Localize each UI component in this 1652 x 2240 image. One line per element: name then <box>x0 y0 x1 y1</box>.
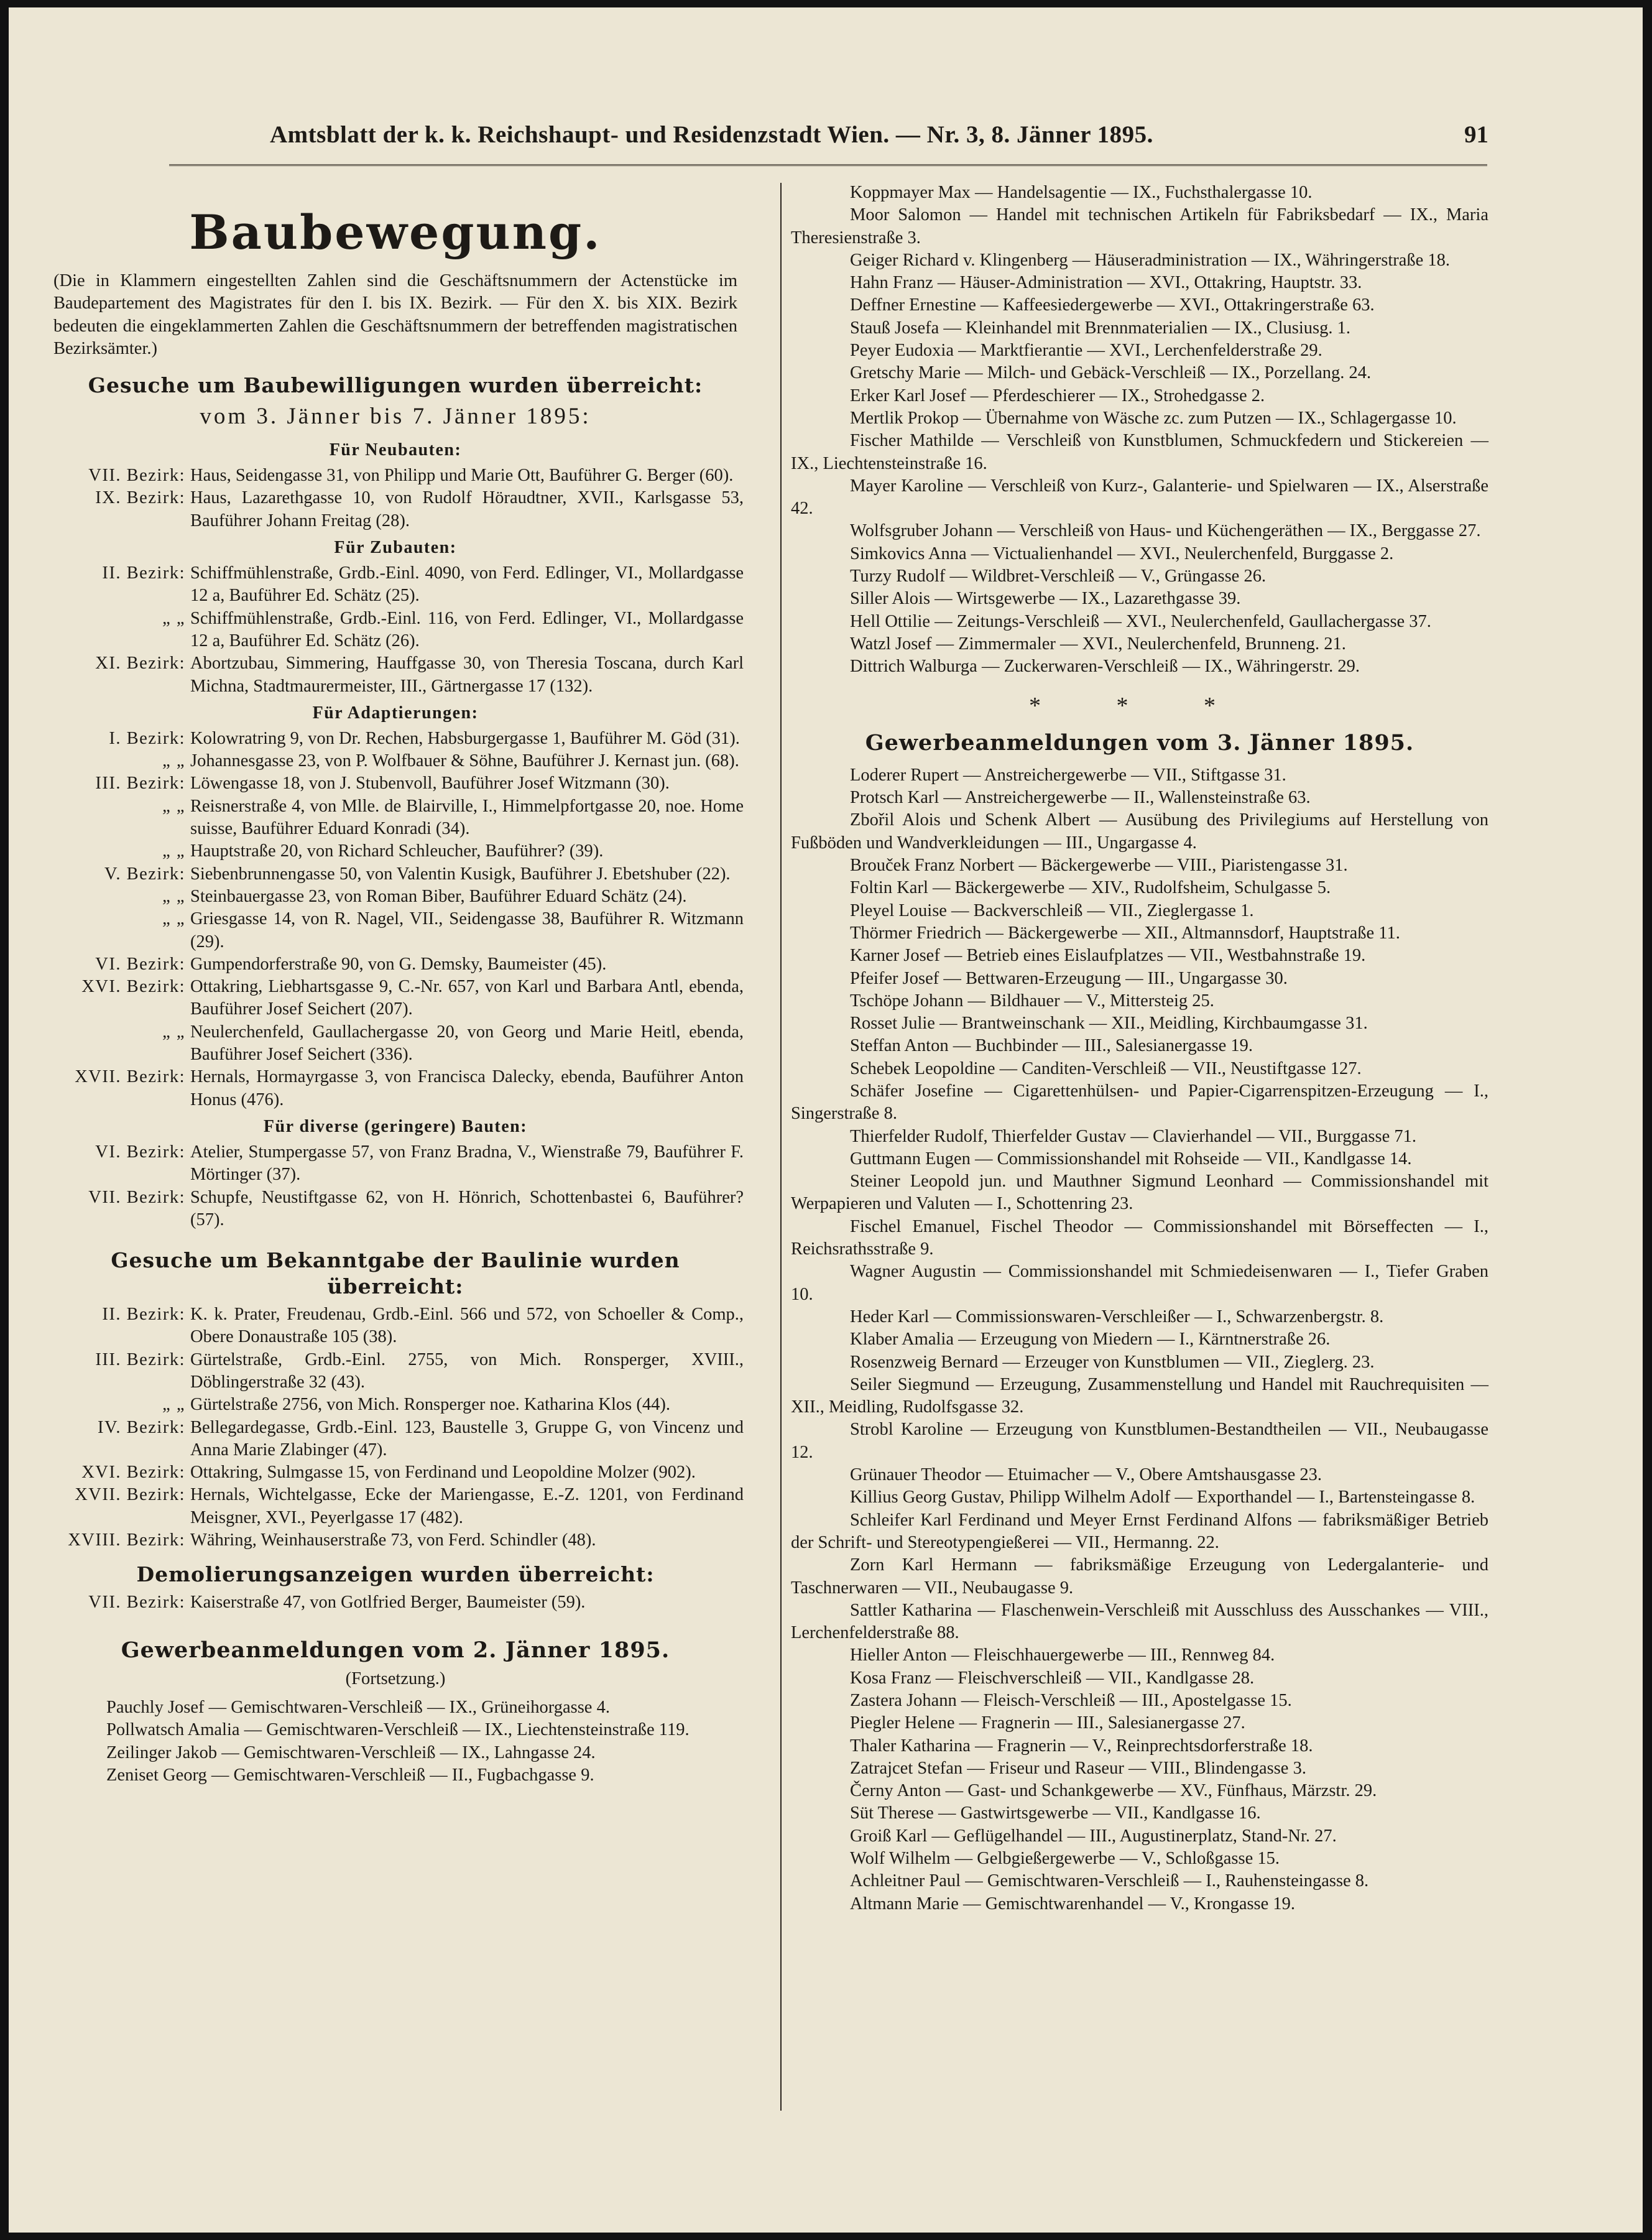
entry-text: Griesgasse 14, von R. Nagel, VII., Seidengasse 38, Bauführer R. Witzmann (29). <box>190 909 744 951</box>
gewerbe-entry: Peyer Eudoxia — Marktfierantie — XVI., Lerchenfelderstraße 29. <box>850 341 1322 361</box>
page-number: 91 <box>1464 121 1488 148</box>
gewerbe-entry: Zeilinger Jakob — Gemischtwaren-Verschleiß — IX., Lahngasse 24. <box>106 1742 596 1762</box>
gewerbe-entry: Groiß Karl — Geflügelhandel — III., Augustinerplatz, Stand-Nr. 27. <box>850 1826 1337 1846</box>
gewerbe-list-continued <box>791 182 1488 678</box>
entry-text: Hauptstraße 20, von Richard Schleucher, Bauführer? (39). <box>190 841 604 861</box>
fortsetzung-note: (Fortsetzung.) <box>345 1668 446 1688</box>
gewerbe-entry: Pleyel Louise — Backverschleiß — VII., Zieglergasse 1. <box>850 900 1254 920</box>
gewerbe-entry: Zastera Johann — Fleisch-Verschleiß — III., Apostelgasse 15. <box>850 1691 1292 1710</box>
district-entry <box>47 1484 744 1529</box>
entry-text: Gürtelstraße 2756, von Mich. Ronsperger noe. Katharina Klos (44). <box>190 1395 670 1415</box>
district-label: „ „ <box>162 841 185 861</box>
heading-gesuche-baubewilligungen: Gesuche um Baubewilligungen wurden überreicht: <box>88 373 703 398</box>
gewerbe-entry: Kosa Franz — Fleischverschleiß — VII., Kandlgasse 28. <box>850 1668 1255 1688</box>
district-label: VI. Bezirk: <box>95 954 185 974</box>
district-label: „ „ <box>162 1395 185 1415</box>
heading-gewerbe-3-jaenner: Gewerbeanmeldungen vom 3. Jänner 1895. <box>865 729 1414 756</box>
district-label: „ „ <box>162 909 185 929</box>
entry-text: Kolowratring 9, von Dr. Rechen, Habsburgergasse 1, Bauführer M. Göd (31). <box>190 728 740 748</box>
entry-text: Steinbauergasse 23, von Roman Biber, Bauführer Eduard Schätz (24). <box>190 886 687 906</box>
gewerbe-entry: Klaber Amalia — Erzeugung von Miedern — I., Kärntnerstraße 26. <box>850 1330 1331 1349</box>
gewerbe-entry: Simkovics Anna — Victualienhandel — XVI., Neulerchenfeld, Burggasse 2. <box>850 544 1394 563</box>
gewerbe-entry: Geiger Richard v. Klingenberg — Häuseradministration — IX., Währingerstraße 18. <box>850 250 1451 270</box>
gewerbe-entry: Thaler Katharina — Fragnerin — V., Reinprechtsdorferstraße 18. <box>850 1736 1313 1756</box>
entry-text: Atelier, Stumpergasse 57, von Franz Bradna, V., Wienstraße 79, Bauführer F. Mörtinger (37). <box>190 1142 744 1185</box>
entry-text: Hernals, Hormayrgasse 3, von Francisca Dalecky, ebenda, Bauführer Anton Honus (476). <box>190 1067 744 1109</box>
gewerbe-entry: Stauß Josefa — Kleinhandel mit Brennmaterialien — IX., Clusiusg. 1. <box>850 318 1350 338</box>
entry-text: Währing, Weinhauserstraße 73, von Ferd. Schindler (48). <box>190 1530 596 1550</box>
district-entry <box>47 728 744 750</box>
gewerbe-entry: Wagner Augustin — Commissionshandel mit Schmiedeisenwaren — I., Tiefer Graben 10. <box>791 1262 1488 1304</box>
gewerbe-entry: Schleifer Karl Ferdinand und Meyer Ernst Ferdinand Alfons — fabriksmäßiger Betrieb der Schrift- und Stereotypengießerei — VII., Hermanng. 22. <box>791 1510 1488 1552</box>
district-entry <box>47 863 744 886</box>
gewerbe-list-2-jaenner <box>47 1696 744 1787</box>
district-entry <box>47 1141 744 1187</box>
district-entry <box>47 1529 744 1552</box>
intro-paragraph: (Die in Klammern eingestellten Zahlen sind die Geschäftsnummern der Actenstücke im Baudepartement des Magistrates für den I. bis IX. Bezirk. — Für den X. bis XIX. Bezirk bedeuten die eingeklammerten Zahlen die Geschäftsnummern der betreffenden magistratischen Bezirksämter.) <box>53 271 737 358</box>
district-label: XI. Bezirk: <box>95 654 185 673</box>
gewerbe-entry: Turzy Rudolf — Wildbret-Verschleiß — V., Grüngasse 26. <box>850 567 1267 586</box>
district-label: „ „ <box>162 796 185 816</box>
district-entry <box>47 1461 744 1484</box>
gewerbe-entry: Watzl Josef — Zimmermaler — XVI., Neulerchenfeld, Brunneng. 21. <box>850 634 1346 654</box>
section-separator-stars: * * * <box>1029 692 1250 719</box>
gewerbe-entry: Steiner Leopold jun. und Mauthner Sigmund Leonhard — Commissionshandel mit Werpapieren und Valuten — I., Schottenring 23. <box>791 1172 1488 1214</box>
district-label: VII. Bezirk: <box>88 1593 185 1613</box>
district-label: IV. Bezirk: <box>97 1417 185 1437</box>
district-entry <box>47 840 744 863</box>
district-label: XVII. Bezirk: <box>75 1067 185 1087</box>
gewerbe-entry: Schäfer Josefine — Cigarettenhülsen- und Papier-Cigarrenspitzen-Erzeugung — I., Singerstraße 8. <box>791 1081 1488 1124</box>
gewerbe-entry: Fischel Emanuel, Fischel Theodor — Commissionshandel mit Börseffecten — I., Reichsrathsstraße 9. <box>791 1216 1488 1259</box>
gewerbe-entry: Karner Josef — Betrieb eines Eislaufplatzes — VII., Westbahnstraße 19. <box>850 946 1366 966</box>
gewerbe-entry: Hahn Franz — Häuser-Administration — XVI., Ottakring, Hauptstr. 33. <box>850 273 1362 293</box>
entry-text: Abortzubau, Simmering, Hauffgasse 30, von Theresia Toscana, durch Karl Michna, Stadtmaurermeister, III., Gärtnergasse 17 (132). <box>190 654 744 696</box>
gewerbe-entry: Schebek Leopoldine — Canditen-Verschleiß — VII., Neustiftgasse 127. <box>850 1058 1362 1078</box>
gewerbe-entry: Černy Anton — Gast- und Schankgewerbe — XV., Fünfhaus, Märzstr. 29. <box>850 1781 1377 1801</box>
district-label: XVII. Bezirk: <box>75 1485 185 1505</box>
gewerbe-entry: Achleitner Paul — Gemischtwaren-Verschleiß — I., Rauhensteingasse 8. <box>850 1871 1369 1891</box>
district-entry <box>47 1066 744 1111</box>
gewerbe-entry: Moor Salomon — Handel mit technischen Artikeln für Fabriksbedarf — IX., Maria Theresienstraße 3. <box>791 205 1488 248</box>
gewerbe-entry: Mayer Karoline — Verschleiß von Kurz-, Galanterie- und Spielwaren — IX., Alserstraße 42. <box>791 476 1488 519</box>
district-entry <box>47 772 744 795</box>
gewerbe-entry: Zeniset Georg — Gemischtwaren-Verschleiß — II., Fugbachgasse 9. <box>106 1765 594 1785</box>
gewerbe-entry: Killius Georg Gustav, Philipp Wilhelm Adolf — Exporthandel — I., Bartensteingasse 8. <box>850 1488 1475 1507</box>
gewerbe-entry: Erker Karl Josef — Pferdeschierer — IX., Strohedgasse 2. <box>850 386 1265 405</box>
gewerbe-entry: Deffner Ernestine — Kaffeesiedergewerbe — XVI., Ottakringerstraße 63. <box>850 295 1375 315</box>
gewerbe-entry: Mertlik Prokop — Übernahme von Wäsche zc. zum Putzen — IX., Schlagergasse 10. <box>850 408 1457 428</box>
district-entry <box>47 750 744 772</box>
gewerbe-entry: Tschöpe Johann — Bildhauer — V., Mittersteig 25. <box>850 991 1214 1011</box>
gewerbe-entry: Thörmer Friedrich — Bäckergewerbe — XII., Altmannsdorf, Hauptstraße 11. <box>850 923 1400 943</box>
entry-text: Hernals, Wichtelgasse, Ecke der Mariengasse, E.-Z. 1201, von Ferdinand Meisgner, XVI., Peyerlgasse 17 (482). <box>190 1485 744 1527</box>
entry-text: Reisnerstraße 4, von Mlle. de Blairville, I., Himmelpfortgasse 20, noe. Home suisse, Bauführer Eduard Konradi (34). <box>190 796 744 839</box>
demolierung-list <box>47 1591 744 1614</box>
gewerbe-entry: Steffan Anton — Buchbinder — III., Salesianergasse 19. <box>850 1036 1253 1056</box>
district-label: I. Bezirk: <box>109 728 185 748</box>
entry-text: Gürtelstraße, Grdb.-Einl. 2755, von Mich. Ronsperger, XVIII., Döblingerstraße 32 (43). <box>190 1349 744 1392</box>
gewerbe-entry: Loderer Rupert — Anstreichergewerbe — VII., Stiftgasse 31. <box>850 765 1286 785</box>
district-entry <box>47 886 744 908</box>
gewerbe-entry: Gretschy Marie — Milch- und Gebäck-Verschleiß — IX., Porzellang. 24. <box>850 363 1372 383</box>
district-entry <box>47 652 744 698</box>
gewerbe-entry: Siller Alois — Wirtsgewerbe — IX., Lazarethgasse 39. <box>850 589 1241 609</box>
gewerbe-entry: Strobl Karoline — Erzeugung von Kunstblumen-Bestandtheilen — VII., Neubaugasse 12. <box>791 1420 1488 1462</box>
gewerbe-entry: Dittrich Walburga — Zuckerwaren-Verschleiß — IX., Währingerstr. 29. <box>850 657 1360 677</box>
page-header-title: Amtsblatt der k. k. Reichshaupt- und Residenzstadt Wien. — Nr. 3, 8. Jänner 1895. <box>270 121 1153 148</box>
district-entry <box>47 1417 744 1462</box>
entry-text: Schiffmühlenstraße, Grdb.-Einl. 116, von Ferd. Edlinger, VI., Mollardgasse 12 a, Bauführer Ed. Schätz (26). <box>190 608 744 650</box>
entry-text: Johannesgasse 23, von P. Wolfbauer & Söhne, Bauführer J. Kernast jun. (68). <box>190 751 739 771</box>
gewerbe-entry: Piegler Helene — Fragnerin — III., Salesianergasse 27. <box>850 1713 1245 1733</box>
gewerbe-entry: Wolfsgruber Johann — Verschleiß von Haus- und Küchengeräthen — IX., Berggasse 27. <box>850 521 1481 541</box>
district-entry <box>47 1349 744 1394</box>
heading-baulinie: Gesuche um Bekanntgabe der Baulinie wurden überreicht: <box>111 1248 680 1299</box>
heading-date-range: vom 3. Jänner bis 7. Jänner 1895: <box>200 404 591 430</box>
gewerbe-entry: Seiler Siegmund — Erzeugung, Zusammenstellung und Handel mit Rauchrequisiten — XII., Meidling, Rudolfsgasse 32. <box>791 1374 1488 1417</box>
newspaper-page <box>9 7 1643 2233</box>
gewerbe-entry: Wolf Wilhelm — Gelbgießergewerbe — V., Schloßgasse 15. <box>850 1849 1280 1869</box>
gewerbe-entry: Thierfelder Rudolf, Thierfelder Gustav — Clavierhandel — VII., Burggasse 71. <box>850 1126 1416 1146</box>
district-label: VII. Bezirk: <box>88 1187 185 1207</box>
baulinie-list <box>47 1303 744 1552</box>
district-label: „ „ <box>162 1022 185 1042</box>
district-label: III. Bezirk: <box>95 1349 185 1369</box>
gewerbe-entry: Pfeifer Josef — Bettwaren-Erzeugung — III., Ungargasse 30. <box>850 968 1288 988</box>
district-entry <box>47 1021 744 1067</box>
entry-text: Siebenbrunnengasse 50, von Valentin Kusigk, Bauführer J. Ebetshuber (22). <box>190 864 731 884</box>
entry-text: Haus, Lazarethgasse 10, von Rudolf Höraudtner, XVII., Karlsgasse 53, Bauführer Johann Freitag (28). <box>190 488 744 530</box>
district-label: II. Bezirk: <box>102 1305 185 1325</box>
gewerbe-entry: Hell Ottilie — Zeitungs-Verschleiß — XVI., Neulerchenfeld, Gaullachergasse 37. <box>850 611 1431 631</box>
gewerbe-entry: Rosset Julie — Brantweinschank — XII., Meidling, Kirchbaumgasse 31. <box>850 1014 1368 1034</box>
gewerbe-entry: Heder Karl — Commissionswaren-Verschleißer — I., Schwarzenbergstr. 8. <box>850 1307 1384 1326</box>
entry-text: Bellegardegasse, Grdb.-Einl. 123, Baustelle 3, Gruppe G, von Vincenz und Anna Marie Zlabinger (47). <box>190 1417 744 1460</box>
district-entry <box>47 1591 744 1614</box>
subsection-heading: Für Adaptierungen: <box>312 703 479 723</box>
district-label: „ „ <box>162 886 185 906</box>
entry-text: Schiffmühlenstraße, Grdb.-Einl. 4090, von Ferd. Edlinger, VI., Mollardgasse 12 a, Bauführer Ed. Schätz (25). <box>190 563 744 606</box>
entry-text: Kaiserstraße 47, von Gotlfried Berger, Baumeister (59). <box>190 1593 586 1613</box>
district-label: IX. Bezirk: <box>95 488 185 508</box>
district-entry <box>47 608 744 653</box>
subsection-heading: Für diverse (geringere) Bauten: <box>263 1116 528 1136</box>
subsection-heading: Für Neubauten: <box>329 440 462 460</box>
entry-text: Ottakring, Liebhartsgasse 9, C.-Nr. 657, von Karl und Barbara Antl, ebenda, Bauführer Josef Seichert (207). <box>190 977 744 1019</box>
section-title: Baubewegung. <box>189 205 602 260</box>
gewerbe-entry: Zatrajcet Stefan — Friseur und Raseur — VIII., Blindengasse 3. <box>850 1758 1306 1778</box>
district-entry <box>47 976 744 1021</box>
district-label: VII. Bezirk: <box>88 466 185 486</box>
gewerbe-entry: Brouček Franz Norbert — Bäckergewerbe — VIII., Piaristengasse 31. <box>850 856 1348 876</box>
district-entry <box>47 908 744 953</box>
gewerbe-entry: Rosenzweig Bernard — Erzeuger von Kunstblumen — VII., Zieglerg. 23. <box>850 1352 1375 1372</box>
district-entry <box>47 465 744 487</box>
district-label: XVI. Bezirk: <box>81 977 185 997</box>
left-column <box>47 182 744 1787</box>
entry-text: Schupfe, Neustiftgasse 62, von H. Hönrich, Schottenbastei 6, Bauführer? (57). <box>190 1187 744 1229</box>
district-label: III. Bezirk: <box>95 774 185 794</box>
entry-text: Haus, Seidengasse 31, von Philipp und Marie Ott, Bauführer G. Berger (60). <box>190 466 734 486</box>
entry-text: Neulerchenfeld, Gaullachergasse 20, von Georg und Marie Heitl, ebenda, Bauführer Josef Seichert (336). <box>190 1022 744 1065</box>
district-entry <box>47 1394 744 1416</box>
district-label: XVIII. Bezirk: <box>68 1530 185 1550</box>
entry-text: Gumpendorferstraße 90, von G. Demsky, Baumeister (45). <box>190 954 607 974</box>
heading-gewerbe-2-jaenner: Gewerbeanmeldungen vom 2. Jänner 1895. <box>121 1637 670 1663</box>
gewerbe-entry: Sattler Katharina — Flaschenwein-Verschleiß mit Ausschluss des Ausschankes — VIII., Lerchenfelderstraße 88. <box>791 1600 1488 1643</box>
building-permit-sections <box>47 438 744 1231</box>
district-label: II. Bezirk: <box>102 563 185 583</box>
district-entry <box>47 1303 744 1349</box>
gewerbe-entry: Hieller Anton — Fleischhauergewerbe — III., Rennweg 84. <box>850 1645 1275 1665</box>
column-rule <box>780 183 782 2111</box>
district-entry <box>47 487 744 532</box>
entry-text: K. k. Prater, Freudenau, Grdb.-Einl. 566 und 572, von Schoeller & Comp., Obere Donaustraße 105 (38). <box>190 1305 744 1347</box>
header-rule <box>169 164 1487 166</box>
gewerbe-entry: Pauchly Josef — Gemischtwaren-Verschleiß — IX., Grüneihorgasse 4. <box>106 1697 610 1717</box>
gewerbe-entry: Protsch Karl — Anstreichergewerbe — II., Wallensteinstraße 63. <box>850 788 1311 808</box>
district-entry <box>47 1187 744 1232</box>
gewerbe-entry: Grünauer Theodor — Etuimacher — V., Obere Amtshausgasse 23. <box>850 1465 1322 1485</box>
gewerbe-entry: Altmann Marie — Gemischtwarenhandel — V., Krongasse 19. <box>850 1894 1296 1914</box>
gewerbe-entry: Pollwatsch Amalia — Gemischtwaren-Verschleiß — IX., Liechtensteinstraße 119. <box>106 1720 690 1740</box>
district-label: V. Bezirk: <box>104 864 185 884</box>
gewerbe-entry: Süt Therese — Gastwirtsgewerbe — VII., Kandlgasse 16. <box>850 1803 1261 1823</box>
right-column <box>791 182 1488 1915</box>
gewerbe-entry: Zorn Karl Hermann — fabriksmäßige Erzeugung von Ledergalanterie- und Taschnerwaren — VII., Neubaugasse 9. <box>791 1555 1488 1598</box>
gewerbe-entry: Zbořil Alois und Schenk Albert — Ausübung des Privilegiums auf Herstellung von Fußböden und Wandverkleidungen — III., Ungargasse 4. <box>791 810 1488 853</box>
district-label: XVI. Bezirk: <box>81 1463 185 1483</box>
district-label: „ „ <box>162 608 185 628</box>
heading-demolierung: Demolierungsanzeigen wurden überreicht: <box>136 1562 655 1587</box>
district-label: „ „ <box>162 751 185 771</box>
gewerbe-entry: Guttmann Eugen — Commissionshandel mit Rohseide — VII., Kandlgasse 14. <box>850 1149 1412 1169</box>
gewerbe-list-3-jaenner <box>791 764 1488 1915</box>
gewerbe-entry: Foltin Karl — Bäckergewerbe — XIV., Rudolfsheim, Schulgasse 5. <box>850 878 1331 898</box>
district-entry <box>47 562 744 608</box>
gewerbe-entry: Koppmayer Max — Handelsagentie — IX., Fuchsthalergasse 10. <box>850 183 1313 202</box>
entry-text: Ottakring, Sulmgasse 15, von Ferdinand und Leopoldine Molzer (902). <box>190 1463 696 1483</box>
gewerbe-entry: Fischer Mathilde — Verschleiß von Kunstblumen, Schmuckfedern und Stickereien — IX., Liechtensteinstraße 16. <box>791 431 1488 473</box>
district-label: VI. Bezirk: <box>95 1142 185 1162</box>
district-entry <box>47 953 744 976</box>
entry-text: Löwengasse 18, von J. Stubenvoll, Bauführer Josef Witzmann (30). <box>190 774 670 794</box>
subsection-heading: Für Zubauten: <box>334 538 457 558</box>
district-entry <box>47 795 744 841</box>
